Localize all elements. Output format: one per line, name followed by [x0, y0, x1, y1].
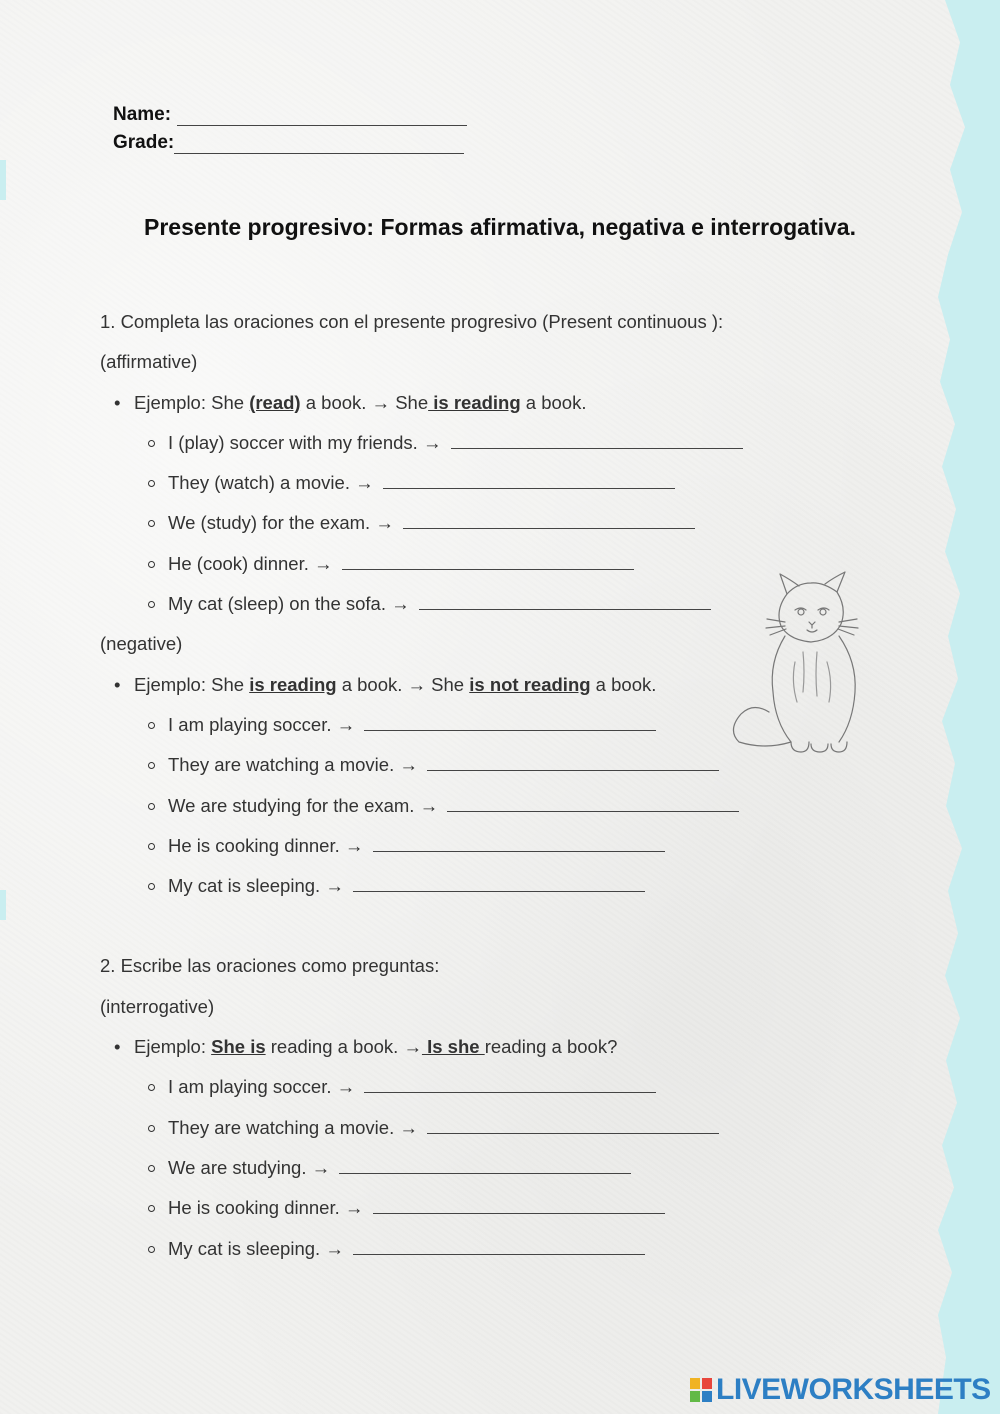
torn-edge [0, 160, 6, 200]
affirmative-example: • Ejemplo: She (read) a book. → She is reading a book. [100, 383, 860, 423]
list-item: We (study) for the exam. → [100, 503, 860, 543]
section-spacer [100, 906, 860, 946]
list-item: They are watching a movie. → [100, 1108, 860, 1148]
answer-blank[interactable] [427, 748, 719, 771]
grade-label: Grade: [113, 132, 175, 153]
answer-blank[interactable] [373, 1191, 665, 1214]
answer-blank[interactable] [364, 1070, 656, 1093]
negative-label: (negative) [100, 633, 183, 655]
list-item: He is cooking dinner. → [100, 1188, 860, 1228]
answer-blank[interactable] [447, 789, 739, 812]
affirmative-label: (affirmative) [100, 351, 198, 373]
answer-blank[interactable] [342, 547, 634, 570]
answer-blank[interactable] [403, 506, 695, 529]
name-field[interactable] [177, 107, 467, 126]
answer-blank[interactable] [451, 426, 743, 449]
list-item: I (play) soccer with my friends. → [100, 423, 860, 463]
answer-blank[interactable] [383, 466, 675, 489]
section2-instruction: 2. Escribe las oraciones como preguntas: [100, 955, 440, 977]
list-item: We are studying for the exam. → [100, 786, 860, 826]
answer-blank[interactable] [427, 1111, 719, 1134]
logo-text: LIVEWORKSHEETS [716, 1373, 991, 1406]
torn-edge [0, 890, 6, 920]
logo-icon [690, 1378, 712, 1402]
list-item: My cat (sleep) on the sofa. → [100, 584, 860, 624]
answer-blank[interactable] [339, 1151, 631, 1174]
answer-blank[interactable] [373, 829, 665, 852]
list-item: We are studying. → [100, 1148, 860, 1188]
student-header [113, 98, 467, 154]
list-item: I am playing soccer. → [100, 705, 860, 745]
section1-instruction: 1. Completa las oraciones con el presente progresivo (Present continuous ): [100, 311, 724, 332]
answer-blank[interactable] [364, 708, 656, 731]
list-item: I am playing soccer. → [100, 1067, 860, 1107]
list-item: He is cooking dinner. → [100, 826, 860, 866]
answer-blank[interactable] [353, 1232, 645, 1255]
liveworksheets-logo [690, 1373, 991, 1407]
list-item: My cat is sleeping. → [100, 866, 860, 906]
interrogative-list [100, 1027, 860, 1269]
answer-blank[interactable] [419, 587, 711, 610]
name-label: Name: [113, 104, 172, 125]
interrogative-label: (interrogative) [100, 995, 215, 1017]
interrogative-example: • Ejemplo: She is reading a book. → Is she reading a book? [100, 1027, 860, 1067]
cat-illustration [725, 562, 885, 758]
worksheet-title: Presente progresivo: Formas afirmativa, negativa e interrogativa. [144, 214, 856, 240]
negative-example: • Ejemplo: She is reading a book. → She is not reading a book. [100, 665, 860, 705]
list-item: My cat is sleeping. → [100, 1229, 860, 1269]
list-item: They are watching a movie. → [100, 745, 860, 785]
worksheet-body [100, 302, 860, 1269]
list-item: He (cook) dinner. → [100, 544, 860, 584]
answer-blank[interactable] [353, 869, 645, 892]
list-item: They (watch) a movie. → [100, 463, 860, 503]
grade-field[interactable] [174, 135, 464, 154]
